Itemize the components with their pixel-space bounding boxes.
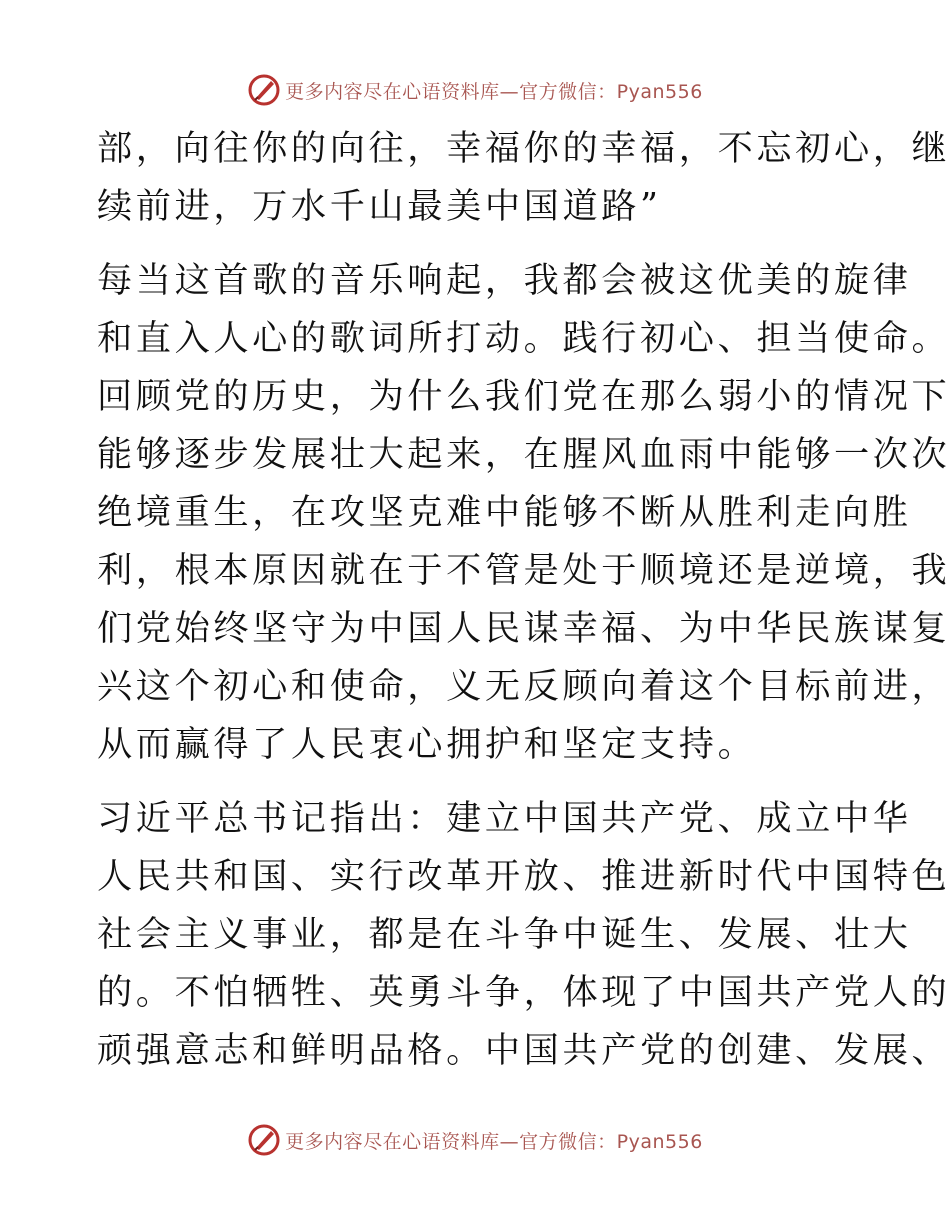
text-line: 利，根本原因就在于不管是处于顺境还是逆境，我 xyxy=(97,550,950,591)
footer-banner-text: 更多内容尽在心语资料库—官方微信：Pyan556 xyxy=(285,1130,703,1153)
text-line: 回顾党的历史，为什么我们党在那么弱小的情况下 xyxy=(97,376,950,417)
text-line: 们党始终坚守为中国人民谋幸福、为中华民族谋复 xyxy=(97,608,950,649)
text-line: 人民共和国、实行改革开放、推进新时代中国特色 xyxy=(97,856,950,897)
text-line: 绝境重生，在攻坚克难中能够不断从胜利走向胜 xyxy=(97,492,912,533)
footer-banner xyxy=(0,1118,950,1162)
header-banner-text: 更多内容尽在心语资料库—官方微信：Pyan556 xyxy=(285,80,703,103)
quill-logo-icon xyxy=(247,1123,281,1157)
text-line: 顽强意志和鲜明品格。中国共产党的创建、发展、 xyxy=(97,1030,950,1071)
text-line: 和直入人心的歌词所打动。践行初心、担当使命。 xyxy=(97,318,950,359)
document-body xyxy=(97,120,950,1080)
text-line: 习近平总书记指出：建立中国共产党、成立中华 xyxy=(97,798,912,839)
text-line: 从而赢得了人民衷心拥护和坚定支持。 xyxy=(97,724,757,765)
text-line: 的。不怕牺牲、英勇斗争，体现了中国共产党人的 xyxy=(97,972,950,1013)
paragraph-1 xyxy=(97,120,950,236)
text-line: 部，向往你的向往，幸福你的幸福，不忘初心，继 xyxy=(97,128,950,169)
text-line: 每当这首歌的音乐响起，我都会被这优美的旋律 xyxy=(97,260,912,301)
text-line: 续前进，万水千山最美中国道路” xyxy=(97,186,662,227)
text-line: 社会主义事业，都是在斗争中诞生、发展、壮大 xyxy=(97,914,912,955)
quill-logo-icon xyxy=(247,73,281,107)
text-line: 能够逐步发展壮大起来，在腥风血雨中能够一次次 xyxy=(97,434,950,475)
paragraph-3 xyxy=(97,790,950,1080)
paragraph-2 xyxy=(97,252,950,774)
text-line: 兴这个初心和使命，义无反顾向着这个目标前进， xyxy=(97,666,950,707)
header-banner xyxy=(0,68,950,112)
